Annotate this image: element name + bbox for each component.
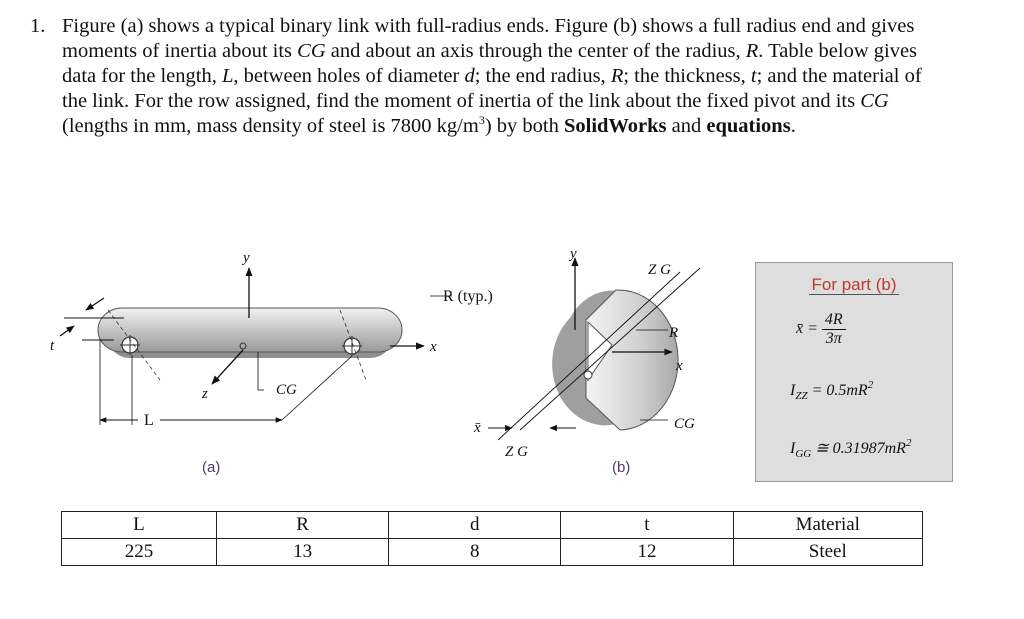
table-header-cell: t bbox=[561, 512, 733, 539]
problem-text-segment: L bbox=[221, 65, 234, 87]
fig-b-y-label: y bbox=[570, 246, 577, 262]
table-row bbox=[62, 539, 923, 566]
half-disc-drawing bbox=[430, 258, 700, 440]
problem-text-segment: R bbox=[610, 65, 624, 87]
fig-a-x-label: x bbox=[430, 339, 437, 355]
fig-b-zg-bottom-label: Z G bbox=[505, 444, 528, 460]
fig-a-z-label: z bbox=[202, 386, 208, 402]
table-header-row bbox=[62, 512, 923, 539]
fig-b-x-label: x bbox=[676, 358, 683, 374]
izz-equation bbox=[790, 379, 873, 402]
izz-subscript: ZZ bbox=[795, 390, 808, 402]
igg-exponent: 2 bbox=[905, 437, 912, 449]
xbar-fraction bbox=[822, 311, 846, 348]
problem-text-segment: SolidWorks bbox=[563, 115, 667, 137]
fig-b-r-typ-label: R (typ.) bbox=[443, 288, 493, 305]
fig-a-length-label: L bbox=[144, 412, 154, 429]
table-header-cell: L bbox=[62, 512, 217, 539]
izz-exponent: 2 bbox=[867, 379, 874, 391]
problem-text-segment: R bbox=[745, 40, 759, 62]
igg-subscript: GG bbox=[795, 448, 812, 460]
problem-text-segment: , between holes of diameter bbox=[233, 65, 465, 87]
igg-equation bbox=[790, 437, 911, 460]
problem-text-segment: CG bbox=[297, 40, 326, 62]
problem-text-segment: (lengths in mm, mass density of steel is 7800 kg/m bbox=[62, 115, 479, 137]
problem-text-segment: ) by both bbox=[484, 115, 564, 137]
table-header-cell: R bbox=[216, 512, 388, 539]
problem-text-segment: ; the end radius, bbox=[474, 65, 611, 87]
problem-text-segment: 3 bbox=[478, 113, 485, 128]
problem-text-segment: equations bbox=[706, 115, 791, 137]
table-cell: 12 bbox=[561, 539, 733, 566]
part-b-title: For part (b) bbox=[811, 275, 897, 294]
problem-number: 1. bbox=[30, 15, 46, 37]
xbar-lhs: x̄ = bbox=[796, 320, 818, 338]
table-header-cell: Material bbox=[733, 512, 922, 539]
problem-text-segment: d bbox=[464, 65, 475, 87]
igg-symbol: I bbox=[790, 440, 796, 457]
izz-rhs: = 0.5mR bbox=[811, 382, 868, 399]
table-cell: 8 bbox=[389, 539, 561, 566]
igg-rhs: ≅ 0.31987mR bbox=[815, 440, 906, 457]
problem-text-segment: . bbox=[790, 115, 796, 137]
table-header-cell: d bbox=[389, 512, 561, 539]
problem-text-segment: CG bbox=[860, 90, 889, 112]
problem-text-segment: and bbox=[666, 115, 707, 137]
fig-b-zg-top-label: Z G bbox=[648, 262, 671, 278]
problem-text-segment: ; and the material of the link. For the row assigned, find the moment of inertia of the link about the fixed pivot and its bbox=[62, 65, 922, 112]
fig-a-t-label: t bbox=[50, 338, 55, 354]
fig-b-r-label: R bbox=[669, 325, 679, 341]
table-cell: Steel bbox=[733, 539, 922, 566]
data-table bbox=[61, 511, 923, 566]
fig-a-caption: (a) bbox=[202, 459, 221, 476]
problem-text-segment: ; the thickness, bbox=[623, 65, 751, 87]
part-b-formula-box bbox=[755, 262, 953, 482]
table-cell: 13 bbox=[216, 539, 388, 566]
table-cell: 225 bbox=[62, 539, 217, 566]
xbar-denominator: 3π bbox=[825, 330, 842, 347]
problem-text-segment: t bbox=[750, 65, 757, 87]
izz-symbol: I bbox=[790, 382, 796, 399]
binary-link-drawing bbox=[98, 308, 402, 380]
problem-text-segment: Figure (a) shows a typical binary link with full-radius ends. Figure (b) shows a full radius end and gives moments of inertia about its bbox=[62, 15, 915, 62]
fig-a-y-label: y bbox=[243, 250, 250, 266]
problem-text-segment: . Table below gives data for the length, bbox=[62, 40, 918, 87]
xbar-numerator: 4R bbox=[822, 311, 846, 330]
fig-b-xbar-label: x̄ bbox=[474, 420, 481, 436]
fig-a-cg-label: CG bbox=[276, 382, 297, 398]
fig-b-cg-label: CG bbox=[674, 416, 695, 432]
fig-b-caption: (b) bbox=[612, 459, 631, 476]
xbar-equation bbox=[796, 311, 846, 348]
problem-text-segment: and about an axis through the center of the radius, bbox=[325, 40, 746, 62]
